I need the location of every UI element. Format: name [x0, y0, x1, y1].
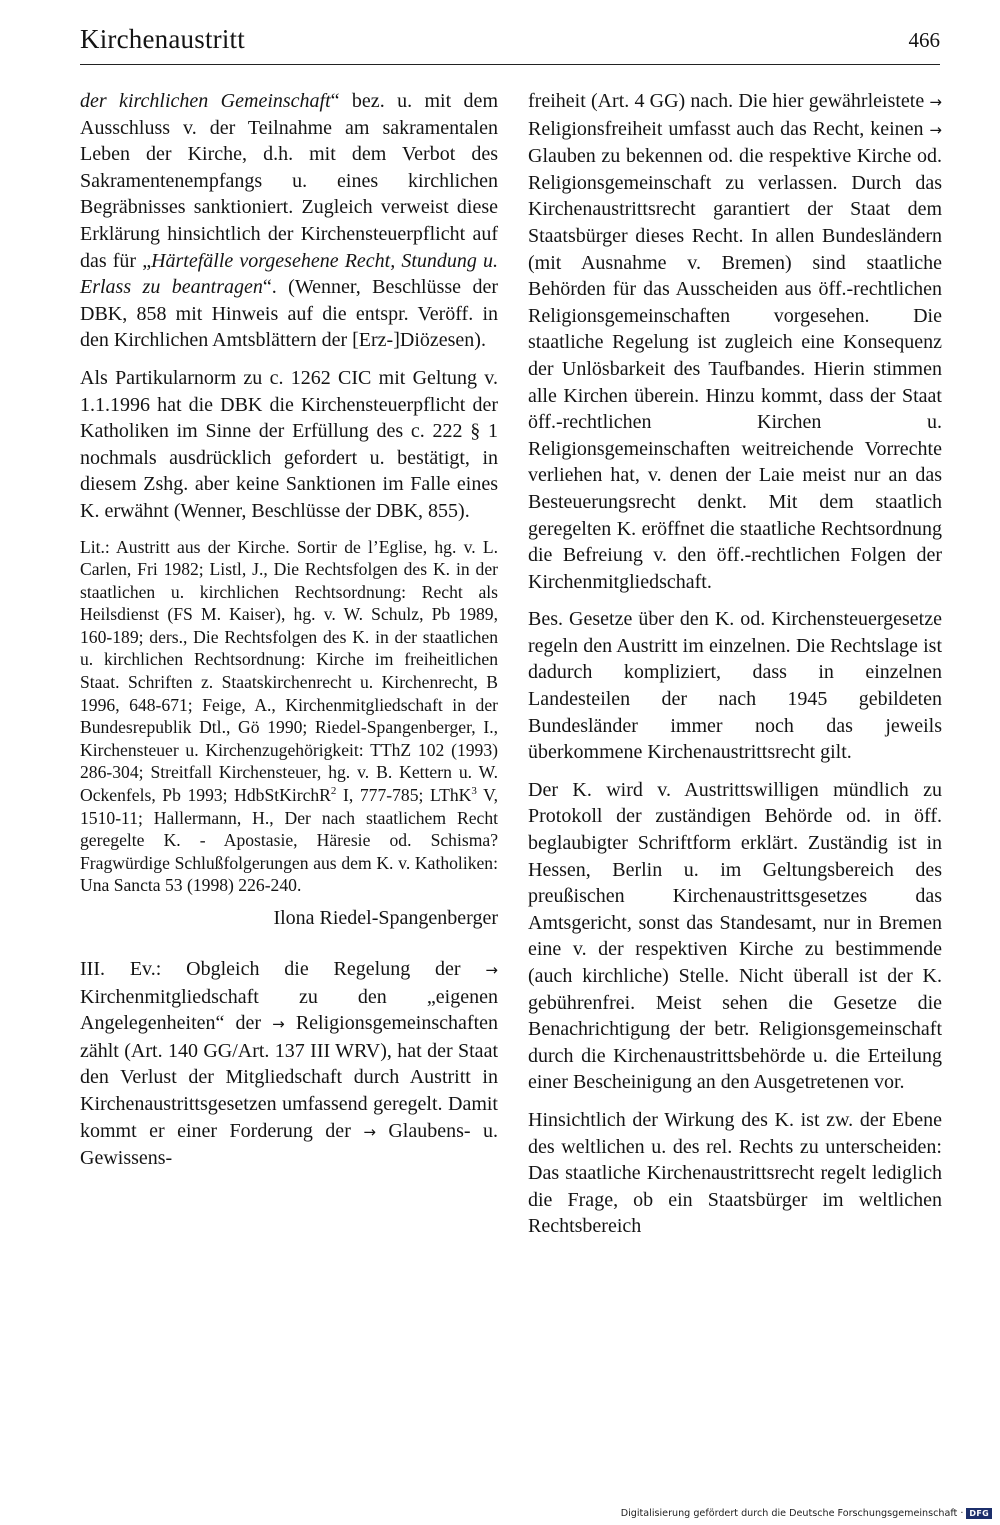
cross-reference-arrow-icon: → [929, 120, 942, 139]
paragraph-procedure: Der K. wird v. Austrittswilligen mündlich zu Protokoll der zuständigen Behörde od. in öff. beglaubigter Schriftform erklärt. Zuständig ist in Hessen, Berlin u. im Geltungsbereich des preußischen Kirchenaustrittsgesetzes das Amtsgericht, sonst das Standesamt, nur in Bremen eine v. der respektiven Kirche zu bestimmende (auch kirchliche) Stelle. Nicht überall ist der K. gebührenfrei. Meist sehen die Gesetze die Benachrichtigung der betr. Religionsgemeinschaft durch die Kirchenaustrittsbehörde u. die Erteilung einer Bescheinigung an den Ausgetretenen vor. [528, 778, 942, 1094]
left-column [80, 88, 498, 1183]
running-head: Kirchenaustritt [80, 24, 245, 54]
paragraph-religious-freedom: freiheit (Art. 4 GG) nach. Die hier gewährleistete → Religionsfreiheit umfasst auch das Recht, keinen → Glauben zu bekennen od. die respektive Kirche od. Religionsgemeinschaft zu verlassen. Durch das Kirchenaustrittsrecht garantiert der Staat dem Staatsbürger dieses Recht. In allen Bundesländern (mit Ausnahme v. Bremen) sind staatliche Behörden für das Ausscheiden aus öff.-rechtlichen Religionsgemeinschaften vorgesehen. Die staatliche Regelung ist zugleich eine Konsequenz der Unlösbarkeit des Taufbandes. Hierin stimmen alle Kirchen überein. Hinzu kommt, dass der Staat öff.-rechtlichen Kirchen u. Religionsgemeinschaften weitreichende Vorrechte verliehen hat, v. denen der Laie meist nur an das Besteuerungsrecht denkt. Mit dem staatlich geregelten K. eröffnet die staatliche Rechtsordnung die Befreiung v. den öff.-rechtlichen Folgen der Kirchenmitgliedschaft. [528, 90, 942, 593]
literature-list: Lit.: Austritt aus der Kirche. Sortir de l’Eglise, hg. v. L. Carlen, Fri 1982; Listl, J., Die Rechtsfolgen des K. in der staatlichen u. kirchlichen Rechtsordnung: Recht als Heilsdienst (FS M. Kaiser), hg. v. W. Schulz, Pb 1989, 160-189; ders., Die Rechtsfolgen des K. in der staatlichen u. kirchlichen Rechtsordnung: Kirche im freiheitlichen Staat. Schriften z. Staatskirchenrecht u. Kirchenrecht, B 1996, 648-671; Feige, A., Kirchenmitgliedschaft in der Bundesrepublik Dtl., Gö 1990; Riedel-Spangenberger, I., Kirchensteuer u. Kirchenzugehörigkeit: TThZ 102 (1993) 286-304; Streitfall Kirchensteuer, hg. v. B. Kettern u. W. Ockenfels, Pb 1993; HdbStKirchR$^2$ I, 777-785; LThK$^3$ V, 1510-11; Hallermann, H., Der nach staatlichem Recht geregelte K. - Apostasie, Häresie od. Schisma? Fragwürdige Schlußfolgerungen aus dem K. v. Katholiken: Una Sancta 53 (1998) 226-240. [80, 536, 498, 896]
cross-reference-arrow-icon: → [363, 1122, 376, 1141]
dfg-logo: DFG [966, 1508, 992, 1519]
paragraph-continuation: der kirchlichen Gemeinschaft“ bez. u. mit dem Ausschluss v. der Teilnahme am sakramentalen Leben der Kirche, d.h. mit dem Verbot des Sakramentenempfangs u. eines kirchlichen Begräbnisses sanktioniert. Zugleich verweist diese Erklärung hinsichtlich der Kirchensteuerpflicht auf das für „Härtefälle vorgesehene Recht, Stundung u. Erlass zu beantragen“. (Wenner, Beschlüsse der DBK, 858 mit Hinweis auf die entspr. Veröff. in den Kirchlichen Amtsblättern der [Erz-]Diözesen). [80, 90, 499, 352]
paragraph-special-laws: Bes. Gesetze über den K. od. Kirchensteuergesetze regeln den Austritt im einzelnen. Die Rechtslage ist dadurch kompliziert, dass in einzelnen Landesteilen der nach 1945 gebildeten Bundesländer immer noch das jeweils überkommene Kirchenaustrittsrecht gilt. [528, 608, 942, 764]
cross-reference-arrow-icon: → [272, 1015, 285, 1034]
paragraph-particular-norm: Als Partikularnorm zu c. 1262 CIC mit Geltung v. 1.1.1996 hat die DBK die Kirchensteuerpflicht der Katholiken im Sinne der Erfüllung des c. 222 § 1 nochmals ausdrücklich gefordert u. bestätigt, in diesem Zshg. aber keine Sanktionen im Falle eines K. erwähnt (Wenner, Beschlüsse der DBK, 855). [80, 366, 498, 522]
footer-credit: Digitalisierung gefördert durch die Deutsche Forschungsgemeinschaft · [620, 1508, 964, 1519]
paragraph-evangelical: III. Ev.: Obgleich die Regelung der → Kirchenmitgliedschaft zu den „eigenen Angelegenheiten“ der → Religionsgemeinschaften zählt (Art. 140 GG/Art. 137 III WRV), hat der Staat den Verlust der Mitgliedschaft durch Austritt in Kirchenaustrittsgesetzen umfassend geregelt. Damit kommt er einer Forderung der → Glaubens- u. Gewissens- [80, 958, 498, 1170]
header-rule [80, 64, 940, 65]
italic-quote: der kirchlichen Gemeinschaft [80, 90, 331, 112]
digitization-footer [621, 1508, 992, 1519]
author-signature: Ilona Riedel-Spangenberger [273, 907, 498, 929]
right-column [528, 88, 942, 1251]
paragraph-effect: Hinsichtlich der Wirkung des K. ist zw. der Ebene des weltlichen u. des rel. Rechts zu unterscheiden: Das staatliche Kirchenaustrittsrecht regelt lediglich die Frage, ob ein Staatsbürger im weltlichen Rechtsbereich [528, 1108, 942, 1238]
cross-reference-arrow-icon: → [485, 961, 498, 979]
cross-reference-arrow-icon: → [929, 93, 942, 111]
italic-quote: Härtefälle vorgesehene Recht, Stundung u. Erlass zu beantragen [80, 249, 499, 299]
page-number: 466 [908, 28, 940, 52]
page-header [80, 24, 940, 62]
